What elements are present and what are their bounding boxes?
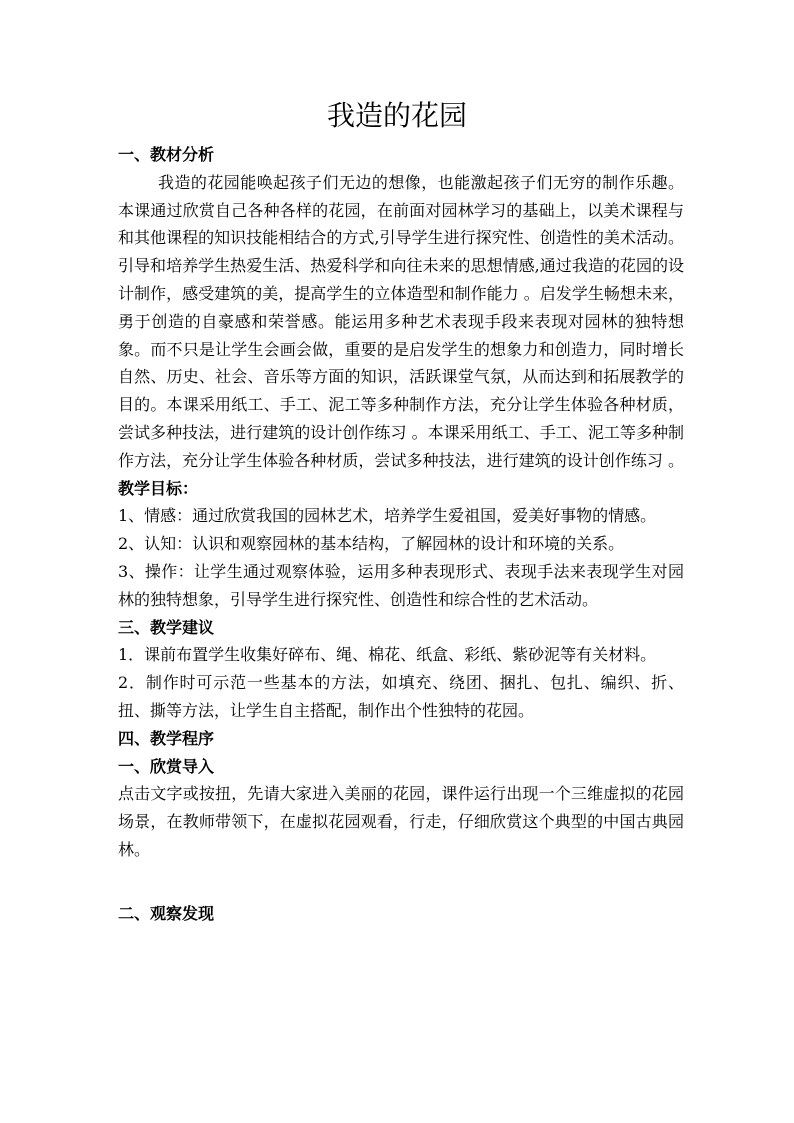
textbook-analysis-text: 我造的花园能唤起孩子们无边的想像，也能激起孩子们无穷的制作乐趣。本课通过欣赏自己各种各样的花园，在前面对园林学习的基础上，以美术课程与和其他课程的知识技能相结合的方式,引导学生进行探究性、创造性的美术活动。引导和培养学生热爱生活、热爱科学和向往未来的思想情感,通过我造的花园的设计制作，感受建筑的美，提高学生的立体造型和制作能力 。启发学生畅想未来，勇于创造的自豪感和荣誉感。能运用多种艺术表现手段来表现对园林的独特想象。而不只是让学生会画会做，重要的是启发学生的想象力和创造力，同时增长自然、历史、社会、音乐等方面的知识，活跃课堂气氛，从而达到和拓展教学的目的。本课采用纸工、手工、泥工等多种制作方法，充分让学生体验各种材质，尝试多种技法，进行建筑的设计创作练习 。本课采用纸工、手工、泥工等多种制作方法，充分让学生体验各种材质，尝试多种技法，进行建筑的设计创作练习 。 — [118, 172, 684, 470]
subheading-appreciation-intro: 一、欣赏导入 — [118, 756, 215, 776]
suggestion-item-2: 2．制作时可示范一些基本的方法，如填充、绕团、捆扎、包扎、编织、折、扭、撕等方法，让学生自主搭配，制作出个性独特的花园。 — [118, 673, 684, 720]
subheading-observation: 二、观察发现 — [118, 903, 215, 923]
goal-item-operation: 3、操作：让学生通过观察体验，运用多种表现形式、表现手法来表现学生对园林的独特想象，引导学生进行探究性、创造性和综合性的艺术活动。 — [118, 561, 684, 609]
teaching-goals-heading: 教学目标： — [118, 478, 199, 498]
section-heading-textbook-analysis: 一、教材分析 — [118, 145, 215, 164]
document-body — [118, 141, 684, 928]
appreciation-intro-paragraph: 点击文字或按扭，先请大家进入美丽的花园，课件运行出现一个三维虚拟的花园场景，在教师带领下，在虚拟花园观看，行走，仔细欣赏这个典型的中国古典园林。 — [118, 784, 684, 859]
suggestion-item-1: 1．课前布置学生收集好碎布、绳、棉花、纸盒、彩纸、紫砂泥等有关材料。 — [118, 645, 657, 665]
textbook-analysis-paragraph — [118, 169, 684, 503]
section-heading-teaching-procedure: 四、教学程序 — [118, 728, 215, 748]
blank-line — [118, 864, 684, 900]
section-heading-teaching-suggestions: 三、教学建议 — [118, 617, 215, 637]
goal-item-cognition: 2、认知：认识和观察园林的基本结构，了解园林的设计和环境的关系。 — [118, 534, 625, 554]
document-title: 我造的花园 — [326, 99, 467, 132]
goal-item-emotion: 1、情感：通过欣赏我国的园林艺术，培养学生爱祖国，爱美好事物的情感。 — [118, 506, 657, 526]
